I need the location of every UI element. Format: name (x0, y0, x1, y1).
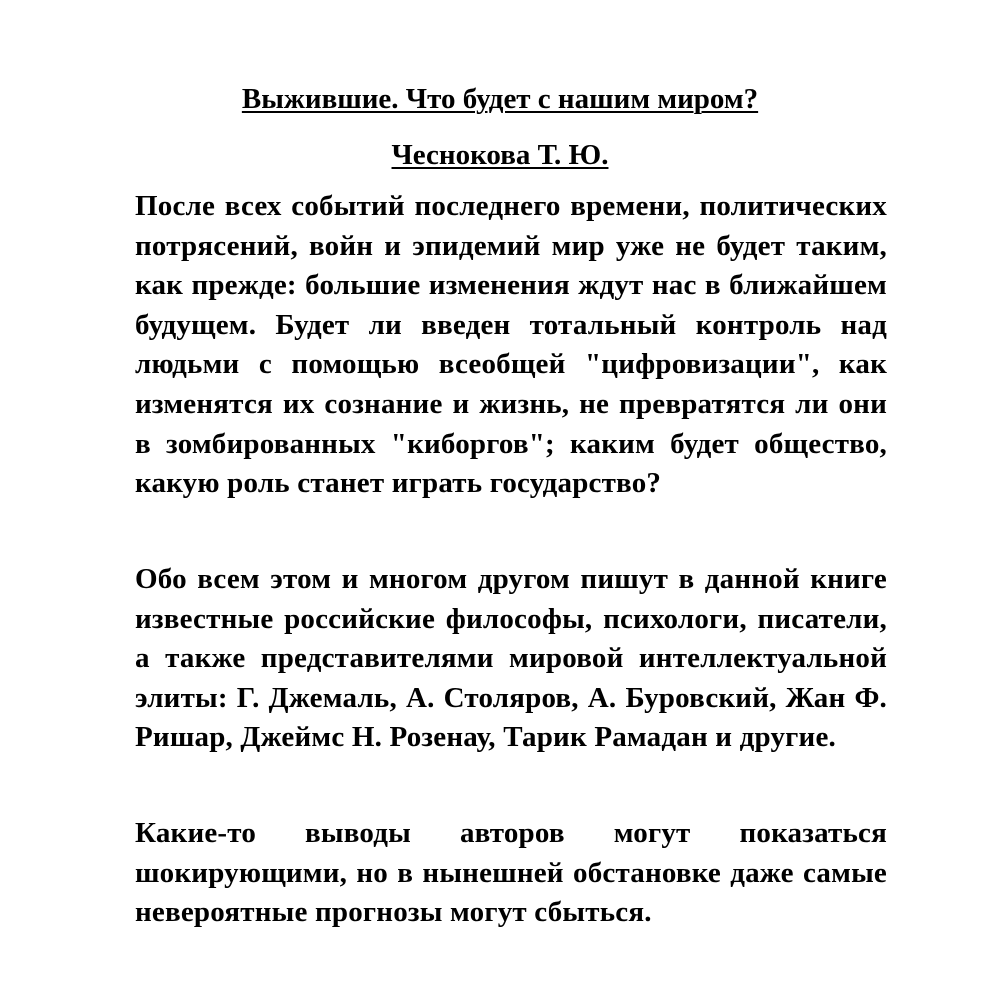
book-author (0, 138, 1000, 172)
book-author-text: Чеснокова Т. Ю. (391, 139, 609, 171)
paragraph-3: Какие-то выводы авторов могут показаться шокирующими, но в нынешней обстановке даже самые невероятные прогнозы могут сбыться. (135, 817, 887, 929)
book-title-text: Выжившие. Что будет с нашим миром? (241, 83, 759, 115)
book-title (0, 82, 1000, 116)
paragraph-1: После всех событий последнего времени, политических потрясений, войн и эпидемий мир уже не будет таким, как прежде: большие изменения ждут нас в ближайшем будущем. Будет ли введен тотальный контроль над людьми с помощью всеобщей "цифровизации", как изменятся их сознание и жизнь, не превратятся ли они в зомбированных "киборгов"; каким будет общество, какую роль станет играть государство? (135, 190, 887, 500)
paragraph-2: Обо всем этом и многом другом пишут в данной книге известные российские философы, психологи, писатели, а также представителями мировой интеллектуальной элиты: Г. Джемаль, А. Столяров, А. Буровский, Жан Ф. Ришар, Джеймс Н. Розенау, Тарик Рамадан и другие. (135, 563, 887, 754)
